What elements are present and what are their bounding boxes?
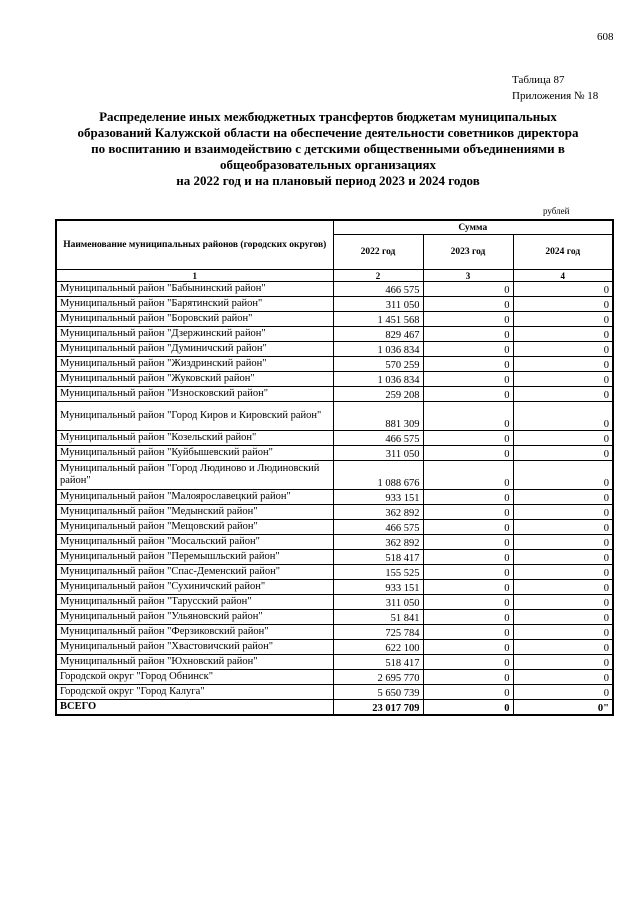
row-value-2024: 0 — [513, 580, 613, 595]
row-value-2023: 0 — [423, 625, 513, 640]
row-value-2022: 933 151 — [333, 490, 423, 505]
row-value-2022: 362 892 — [333, 535, 423, 550]
row-value-2022: 466 575 — [333, 431, 423, 446]
column-number: 1 — [56, 270, 333, 282]
row-name: Муниципальный район "Мещовский район" — [56, 520, 333, 535]
table-row — [56, 535, 613, 550]
row-value-2023: 0 — [423, 550, 513, 565]
row-value-2023: 0 — [423, 402, 513, 431]
row-name: Муниципальный район "Боровский район" — [56, 312, 333, 327]
column-number: 4 — [513, 270, 613, 282]
row-value-2023: 0 — [423, 535, 513, 550]
row-value-2023: 0 — [423, 297, 513, 312]
table-row — [56, 312, 613, 327]
row-value-2024: 0 — [513, 520, 613, 535]
row-value-2022: 466 575 — [333, 520, 423, 535]
table-row — [56, 461, 613, 490]
row-name: Муниципальный район "Ферзиковский район" — [56, 625, 333, 640]
row-value-2023: 0 — [423, 655, 513, 670]
row-name: Муниципальный район "Износковский район" — [56, 387, 333, 402]
row-name: Муниципальный район "Куйбышевский район" — [56, 446, 333, 461]
row-value-2024: 0 — [513, 431, 613, 446]
row-name: Муниципальный район "Козельский район" — [56, 431, 333, 446]
title-line: по воспитанию и взаимодействию с детскими общественными объединениями в — [91, 141, 565, 156]
row-value-2024: 0 — [513, 535, 613, 550]
row-value-2022: 570 259 — [333, 357, 423, 372]
row-name: Муниципальный район "Юхновский район" — [56, 655, 333, 670]
row-value-2023: 0 — [423, 357, 513, 372]
title-line: общеобразовательных организациях — [219, 157, 437, 172]
row-name: Муниципальный район "Перемышльский район" — [56, 550, 333, 565]
row-name: Муниципальный район "Жиздринский район" — [56, 357, 333, 372]
row-name: Муниципальный район "Город Людиново и Людиновский район" — [56, 461, 333, 490]
table-body — [56, 282, 613, 700]
row-value-2024: 0 — [513, 446, 613, 461]
document-title — [58, 109, 598, 189]
row-value-2023: 0 — [423, 670, 513, 685]
row-value-2024: 0 — [513, 550, 613, 565]
table-reference — [512, 72, 598, 104]
row-value-2023: 0 — [423, 595, 513, 610]
row-value-2023: 0 — [423, 505, 513, 520]
column-number: 3 — [423, 270, 513, 282]
row-value-2022: 829 467 — [333, 327, 423, 342]
column-number: 2 — [333, 270, 423, 282]
row-value-2022: 259 208 — [333, 387, 423, 402]
row-name: Муниципальный район "Дзержинский район" — [56, 327, 333, 342]
row-name: Муниципальный район "Хвастовичский район" — [56, 640, 333, 655]
total-row — [56, 700, 613, 716]
row-value-2024: 0 — [513, 312, 613, 327]
table-row — [56, 387, 613, 402]
row-name: Муниципальный район "Бабынинский район" — [56, 282, 333, 297]
row-name: Городской округ "Город Обнинск" — [56, 670, 333, 685]
title-line: на 2022 год и на плановый период 2023 и 2024 годов — [176, 173, 480, 188]
row-value-2022: 1 088 676 — [333, 461, 423, 490]
row-value-2024: 0 — [513, 565, 613, 580]
row-value-2023: 0 — [423, 490, 513, 505]
table-row — [56, 520, 613, 535]
table-row — [56, 297, 613, 312]
table-row — [56, 327, 613, 342]
row-value-2024: 0 — [513, 595, 613, 610]
row-value-2022: 311 050 — [333, 297, 423, 312]
row-value-2024: 0 — [513, 461, 613, 490]
row-name: Городской округ "Город Калуга" — [56, 685, 333, 700]
row-value-2022: 155 525 — [333, 565, 423, 580]
row-value-2022: 1 451 568 — [333, 312, 423, 327]
row-name: Муниципальный район "Думиничский район" — [56, 342, 333, 357]
row-value-2024: 0 — [513, 625, 613, 640]
table-row — [56, 402, 613, 431]
row-value-2023: 0 — [423, 685, 513, 700]
row-name: Муниципальный район "Ульяновский район" — [56, 610, 333, 625]
row-value-2024: 0 — [513, 372, 613, 387]
row-value-2023: 0 — [423, 282, 513, 297]
column-header-2024: 2024 год — [513, 235, 613, 270]
row-value-2024: 0 — [513, 282, 613, 297]
row-value-2022: 933 151 — [333, 580, 423, 595]
row-value-2022: 466 575 — [333, 282, 423, 297]
table-row — [56, 357, 613, 372]
table-row — [56, 565, 613, 580]
row-value-2023: 0 — [423, 610, 513, 625]
table-row — [56, 372, 613, 387]
row-value-2023: 0 — [423, 565, 513, 580]
column-header-name: Наименование муниципальных районов (городских округов) — [56, 220, 333, 270]
row-value-2022: 881 309 — [333, 402, 423, 431]
page-number: 608 — [597, 31, 614, 43]
row-value-2024: 0 — [513, 610, 613, 625]
table-row — [56, 670, 613, 685]
row-name: Муниципальный район "Город Киров и Кировский район" — [56, 402, 333, 431]
row-value-2023: 0 — [423, 312, 513, 327]
row-value-2023: 0 — [423, 431, 513, 446]
row-value-2024: 0 — [513, 505, 613, 520]
table-number: Таблица 87 — [512, 74, 565, 86]
row-name: Муниципальный район "Тарусский район" — [56, 595, 333, 610]
row-value-2022: 622 100 — [333, 640, 423, 655]
table-row — [56, 342, 613, 357]
row-name: Муниципальный район "Медынский район" — [56, 505, 333, 520]
row-value-2022: 518 417 — [333, 655, 423, 670]
row-value-2024: 0 — [513, 490, 613, 505]
row-value-2024: 0 — [513, 640, 613, 655]
row-value-2023: 0 — [423, 446, 513, 461]
appendix-number: Приложения № 18 — [512, 90, 599, 102]
row-value-2023: 0 — [423, 461, 513, 490]
title-line: образований Калужской области на обеспечение деятельности советников директора — [77, 125, 579, 140]
row-value-2022: 51 841 — [333, 610, 423, 625]
row-value-2022: 518 417 — [333, 550, 423, 565]
total-2024: 0" — [513, 700, 613, 716]
row-value-2024: 0 — [513, 685, 613, 700]
row-name: Муниципальный район "Барятинский район" — [56, 297, 333, 312]
total-label: ВСЕГО — [56, 700, 333, 716]
row-value-2023: 0 — [423, 580, 513, 595]
units-label: рублей — [543, 206, 570, 216]
row-value-2023: 0 — [423, 387, 513, 402]
table-row — [56, 610, 613, 625]
table-row — [56, 655, 613, 670]
row-value-2024: 0 — [513, 387, 613, 402]
row-value-2022: 5 650 739 — [333, 685, 423, 700]
total-2023: 0 — [423, 700, 513, 716]
row-value-2022: 725 784 — [333, 625, 423, 640]
row-value-2023: 0 — [423, 342, 513, 357]
table-row — [56, 550, 613, 565]
table-row — [56, 685, 613, 700]
table-row — [56, 580, 613, 595]
row-value-2022: 311 050 — [333, 595, 423, 610]
table-row — [56, 282, 613, 297]
row-value-2022: 1 036 834 — [333, 342, 423, 357]
row-value-2024: 0 — [513, 402, 613, 431]
row-value-2024: 0 — [513, 297, 613, 312]
table-row — [56, 490, 613, 505]
total-2022: 23 017 709 — [333, 700, 423, 716]
column-header-sum: Сумма — [333, 220, 613, 235]
title-line: Распределение иных межбюджетных трансфертов бюджетам муниципальных — [99, 109, 557, 124]
table-row — [56, 595, 613, 610]
row-value-2023: 0 — [423, 520, 513, 535]
row-value-2022: 1 036 834 — [333, 372, 423, 387]
row-value-2024: 0 — [513, 357, 613, 372]
row-value-2024: 0 — [513, 670, 613, 685]
row-name: Муниципальный район "Спас-Деменский район" — [56, 565, 333, 580]
row-value-2023: 0 — [423, 640, 513, 655]
row-value-2023: 0 — [423, 327, 513, 342]
row-value-2022: 311 050 — [333, 446, 423, 461]
column-header-2022: 2022 год — [333, 235, 423, 270]
column-header-2023: 2023 год — [423, 235, 513, 270]
row-name: Муниципальный район "Сухиничский район" — [56, 580, 333, 595]
row-value-2024: 0 — [513, 655, 613, 670]
row-value-2024: 0 — [513, 342, 613, 357]
row-value-2024: 0 — [513, 327, 613, 342]
table-row — [56, 640, 613, 655]
row-name: Муниципальный район "Мосальский район" — [56, 535, 333, 550]
table-row — [56, 625, 613, 640]
table-row — [56, 446, 613, 461]
row-name: Муниципальный район "Жуковский район" — [56, 372, 333, 387]
row-value-2022: 2 695 770 — [333, 670, 423, 685]
row-name: Муниципальный район "Малоярославецкий район" — [56, 490, 333, 505]
transfers-table — [55, 219, 614, 716]
row-value-2023: 0 — [423, 372, 513, 387]
row-value-2022: 362 892 — [333, 505, 423, 520]
table-row — [56, 431, 613, 446]
table-row — [56, 505, 613, 520]
